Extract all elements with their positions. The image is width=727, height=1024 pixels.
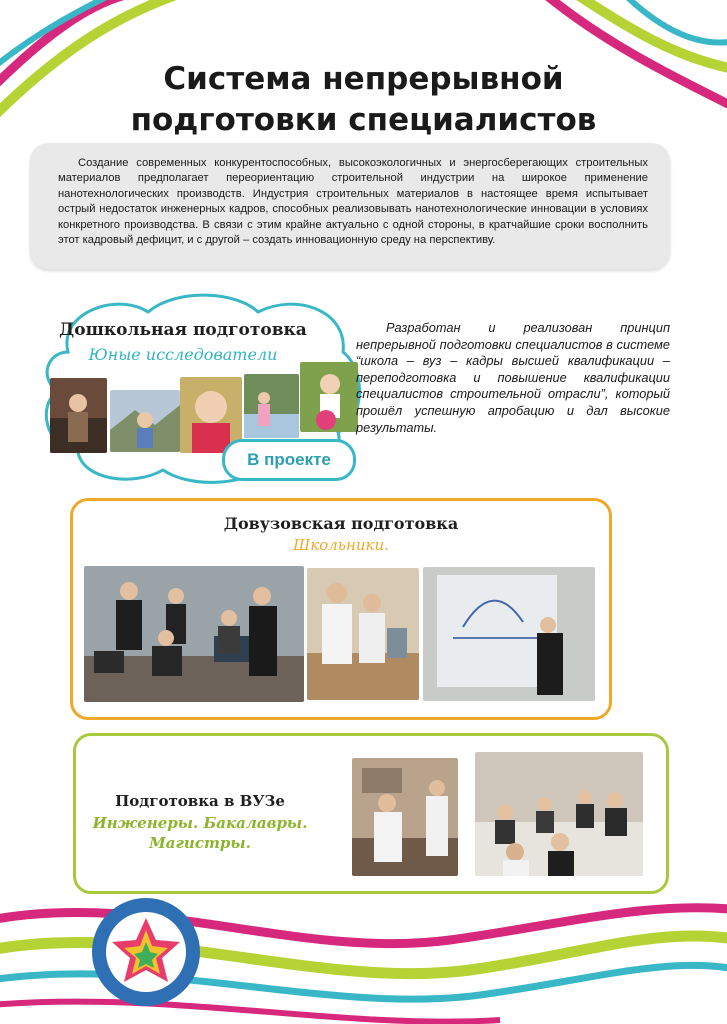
photo-students-lab [307,568,419,700]
preschool-subtitle: Юные исследователи [88,345,278,364]
photo-university-lecture [475,752,643,876]
photo-child-4 [244,374,299,438]
university-title: Подготовка в ВУЗе [115,792,285,810]
intro-text: Создание современных конкурентоспособных, высокоэкологичных и энергосберегающих строительных материалов предполагает переориентацию строительной индустрии на широкое применение нанотехнологических производств. Индустрия строительных материалов в настоящее время испытывает острый недостаток инженерных кадров, способных реализовывать нанотехнологические инновации в условиях конкретного производства. В связи с этим крайне актуально с одной стороны, в кратчайшие сроки восполнить этот кадровый дефицит, и с другой – создать инновационную среду на перспективу. [58,157,648,247]
preuniversity-subtitle: Школьники. [293,536,389,554]
university-subtitle-line1: Инженеры. Бакалавры. [92,814,308,832]
intro-panel [30,143,670,269]
page-title-line1: Система непрерывной [163,61,564,97]
photo-child-2 [110,390,180,452]
university-subtitle-line2: Магистры. [149,834,251,852]
photo-child-5 [300,362,358,432]
preuniversity-title: Довузовская подготовка [223,514,459,533]
page-title-line2: подготовки специалистов [130,102,597,138]
photo-university-lab [352,758,458,876]
photo-student-whiteboard [423,567,595,701]
in-project-badge: В проекте [222,439,356,481]
photo-child-1 [50,378,107,453]
photo-students-computers [84,566,304,702]
principle-text: Разработан и реализован принцип непрерывной подготовки специалистов в системе “школа – вуз – кадры высшей квалификации – переподготовка и повышение квалификации специалистов строительной отрасли”, который прошёл успешную апробацию и дал высокие результаты. [356,320,670,435]
preschool-title: Дошкольная подготовка [59,320,307,340]
university-logo [90,896,202,1008]
